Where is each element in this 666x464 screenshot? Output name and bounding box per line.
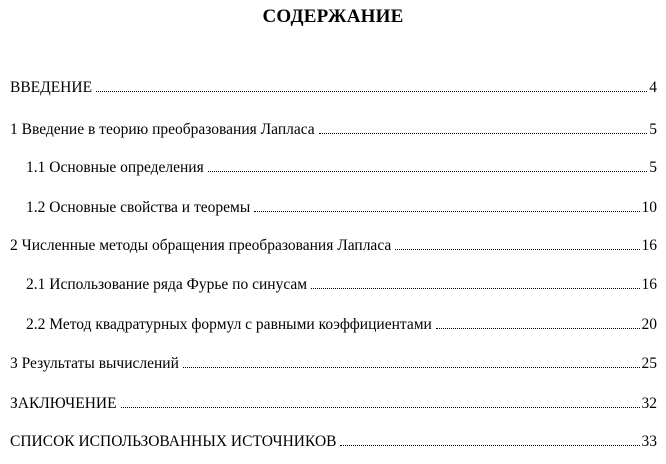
toc-entry-page: 10 [641, 199, 657, 216]
toc-entry-introduction[interactable] [10, 78, 657, 98]
toc-entry-page: 25 [641, 355, 657, 372]
toc-entry-conclusion[interactable] [10, 394, 657, 414]
toc-entry-label: 2 Численные методы обращения преобразования Лапласа [10, 237, 392, 254]
toc-entry-label: ВВЕДЕНИЕ [10, 79, 93, 96]
dot-leader [121, 407, 640, 408]
dot-leader [254, 211, 639, 212]
toc-entry-page: 5 [649, 121, 657, 138]
dot-leader [395, 249, 639, 250]
toc-entry-label: 3 Результаты вычислений [10, 355, 179, 372]
dot-leader [183, 367, 640, 368]
toc-entry-page: 32 [641, 395, 657, 412]
toc-entry-label: 1.2 Основные свойства и теоремы [26, 199, 251, 216]
toc-entry-label: СПИСОК ИСПОЛЬЗОВАННЫХ ИСТОЧНИКОВ [10, 433, 337, 450]
toc-entry-chapter-1[interactable] [10, 120, 657, 140]
toc-entry-label: 1.1 Основные определения [26, 159, 204, 176]
toc-entry-chapter-3[interactable] [10, 354, 657, 374]
dot-leader [340, 445, 639, 446]
toc-entry-label: 2.1 Использование ряда Фурье по синусам [26, 276, 308, 293]
toc-entry-page: 4 [649, 79, 657, 96]
dot-leader [208, 171, 648, 172]
toc-entry-section-2-1[interactable] [26, 275, 657, 295]
toc-entry-label: 2.2 Метод квадратурных формул с равными коэффициентами [26, 316, 432, 333]
dot-leader [96, 91, 647, 92]
toc-entry-section-1-1[interactable] [26, 158, 657, 178]
toc-entry-page: 16 [641, 237, 657, 254]
toc-entry-label: 1 Введение в теорию преобразования Лапласа [10, 121, 315, 138]
toc-entry-section-1-2[interactable] [26, 198, 657, 218]
dot-leader [436, 328, 640, 329]
page-title: СОДЕРЖАНИЕ [262, 6, 404, 27]
toc-entry-references[interactable] [10, 432, 657, 452]
toc-entry-page: 20 [641, 316, 657, 333]
dot-leader [311, 288, 639, 289]
dot-leader [319, 133, 648, 134]
toc-entry-page: 5 [649, 159, 657, 176]
toc-entry-page: 33 [641, 433, 657, 450]
toc-entry-label: ЗАКЛЮЧЕНИЕ [10, 395, 117, 412]
toc-entry-chapter-2[interactable] [10, 236, 657, 256]
toc-entry-section-2-2[interactable] [26, 315, 657, 335]
toc-entry-page: 16 [641, 276, 657, 293]
